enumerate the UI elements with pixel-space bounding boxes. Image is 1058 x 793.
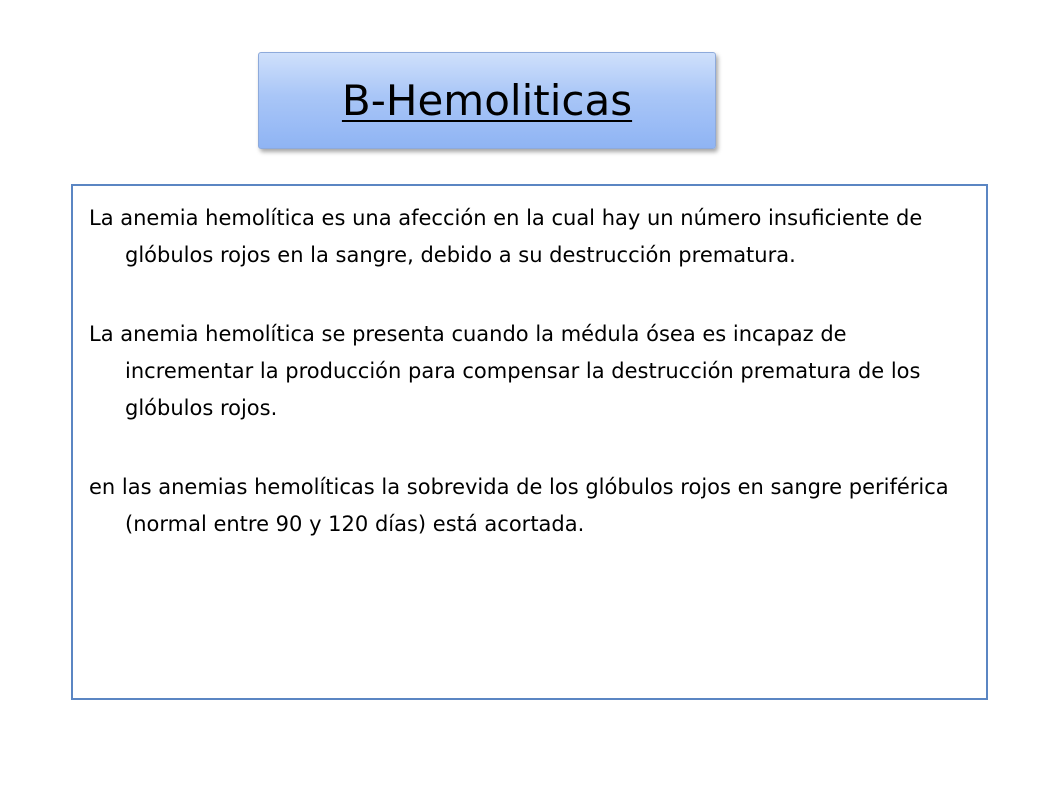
paragraph-2: La anemia hemolítica se presenta cuando la médula ósea es incapaz de incrementar la producción para compensar la destrucción prematura de los glóbulos rojos. — [89, 322, 921, 420]
title-box — [258, 52, 716, 149]
slide-title: B-Hemoliticas — [341, 76, 633, 125]
content-box — [71, 184, 988, 700]
paragraph-1: La anemia hemolítica es una afección en la cual hay un número insuficiente de glóbulos rojos en la sangre, debido a su destrucción prematura. — [89, 206, 923, 267]
paragraph-3: en las anemias hemolíticas la sobrevida de los glóbulos rojos en sangre periférica (normal entre 90 y 120 días) está acortada. — [89, 475, 949, 536]
